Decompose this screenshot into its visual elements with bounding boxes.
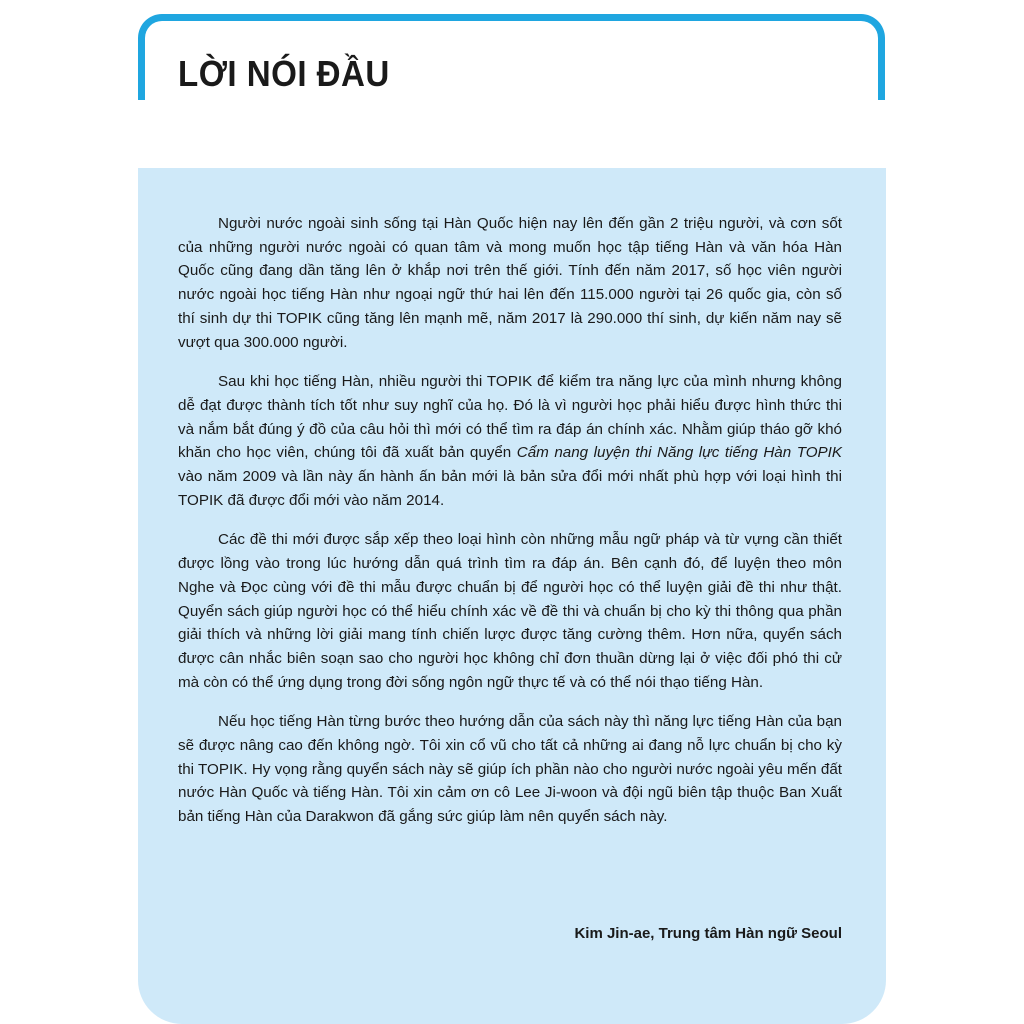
book-title: Cẩm nang luyện thi Năng lực tiếng Hàn TOPIK	[516, 444, 842, 462]
paragraph-2-text-start: Sau khi học tiếng Hàn, nhiều người thi TOPIK để kiểm tra năng lực của mình nhưng không dễ đạt được thành tích tốt như suy nghĩ của họ. Đó là vì người học phải hiểu được hình thức thi và nắm bắt đúng ý đồ của câu hỏi thì mới có thể tìm ra đáp án chính xác. Nhằm giúp tháo gỡ khó khăn cho học viên, chúng tôi đã xuất bản quyển	[178, 373, 842, 462]
paragraph-4: Nếu học tiếng Hàn từng bước theo hướng dẫn của sách này thì năng lực tiếng Hàn của bạn sẽ được nâng cao đến không ngờ. Tôi xin cổ vũ cho tất cả những ai đang nỗ lực chuẩn bị cho kỳ thi TOPIK. Hy vọng rằng quyển sách này sẽ giúp ích phần nào cho người nước ngoài yêu mến đất nước Hàn Quốc và tiếng Hàn. Tôi xin cảm ơn cô Lee Ji-woon và đội ngũ biên tập thuộc Ban Xuất bản tiếng Hàn của Darakwon đã gắng sức giúp làm nên quyển sách này.	[178, 713, 842, 826]
body-text	[178, 212, 842, 845]
signature: Kim Jin-ae, Trung tâm Hàn ngữ Seoul	[574, 925, 842, 942]
paragraph-2-text-end: vào năm 2009 và lần này ấn hành ấn bản mới là bản sửa đổi mới nhất phù hợp với loại hình thi TOPIK đã được đổi mới vào năm 2014.	[178, 468, 842, 509]
paragraph-3: Các đề thi mới được sắp xếp theo loại hình còn những mẫu ngữ pháp và từ vựng cần thiết được lồng vào trong lúc hướng dẫn quá trình tìm ra đáp án. Bên cạnh đó, để luyện theo môn Nghe và Đọc cùng với đề thi mẫu được chuẩn bị để người học có thể luyện giải đề thi như thật. Quyển sách giúp người học có thể hiểu chính xác về đề thi và chuẩn bị cho kỳ thi thông qua phần giải thích và những lời giải mang tính chiến lược được tăng cường thêm. Hơn nữa, quyển sách được cân nhắc biên soạn sao cho người học không chỉ đơn thuần dừng lại ở việc đối phó thi cử mà còn có thể ứng dụng trong đời sống ngôn ngữ thực tế và có thể nói thạo tiếng Hàn.	[178, 531, 842, 691]
paragraph-2	[178, 370, 842, 512]
paragraph-1: Người nước ngoài sinh sống tại Hàn Quốc hiện nay lên đến gần 2 triệu người, và cơn sốt của những người nước ngoài có quan tâm và mong muốn học tập tiếng Hàn và văn hóa Hàn Quốc cũng đang dần tăng lên ở khắp nơi trên thế giới. Tính đến năm 2017, số học viên người nước ngoài học tiếng Hàn như ngoại ngữ thứ hai lên đến 115.000 người tại 26 quốc gia, còn số thí sinh dự thi TOPIK cũng tăng lên mạnh mẽ, năm 2017 là 290.000 thí sinh, dự kiến năm nay sẽ vượt qua 300.000 người.	[178, 215, 842, 351]
page-title: LỜI NÓI ĐẦU	[178, 53, 390, 94]
